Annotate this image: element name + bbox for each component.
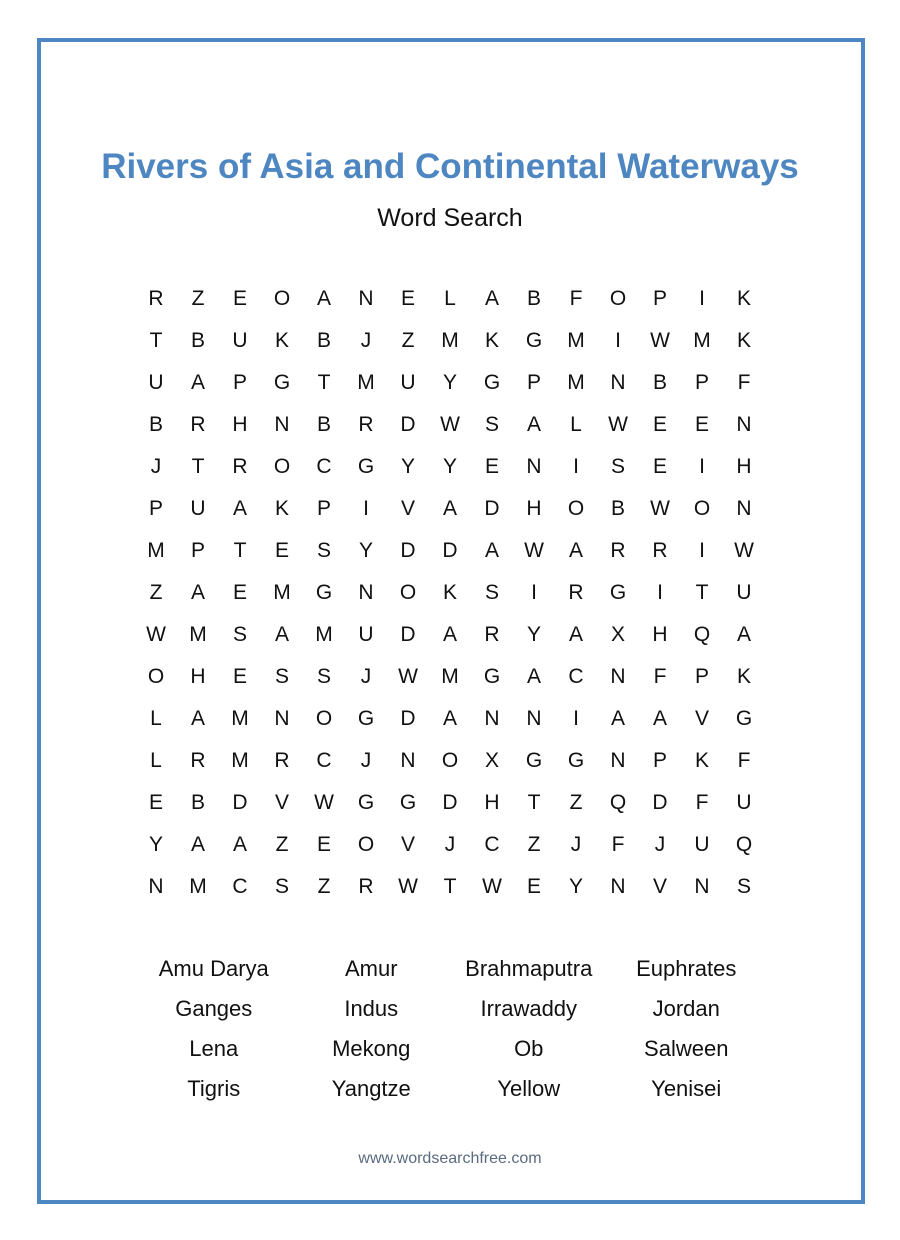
grid-letter: B: [316, 413, 331, 436]
grid-letter: S: [274, 665, 289, 688]
grid-letter: P: [148, 497, 163, 520]
grid-letter: G: [357, 455, 375, 478]
grid-letter: F: [737, 371, 751, 394]
grid-letter: T: [443, 875, 457, 898]
grid-letter: X: [484, 749, 499, 772]
grid-letter: W: [524, 539, 544, 562]
grid-letter: N: [736, 413, 752, 436]
letter-grid: [135, 278, 765, 908]
grid-letter: V: [274, 791, 289, 814]
grid-letter: G: [735, 707, 753, 730]
footer-url: www.wordsearchfree.com: [358, 1150, 542, 1167]
grid-letter: B: [190, 791, 205, 814]
grid-letter: G: [609, 581, 627, 604]
grid-letter: T: [191, 455, 205, 478]
grid-letter: A: [442, 497, 457, 520]
grid-letter: M: [231, 707, 249, 730]
grid-letter: Y: [526, 623, 541, 646]
grid-letter: Y: [442, 371, 457, 394]
word-item: Brahmaputra: [465, 956, 593, 981]
grid-letter: N: [274, 707, 290, 730]
grid-letter: O: [273, 455, 291, 478]
grid-letter: N: [610, 875, 626, 898]
grid-letter: O: [693, 497, 711, 520]
grid-letter: E: [274, 539, 289, 562]
grid-letter: G: [567, 749, 585, 772]
grid-letter: U: [736, 791, 752, 814]
grid-letter: F: [737, 749, 751, 772]
grid-letter: L: [570, 413, 582, 436]
grid-letter: J: [150, 455, 162, 478]
grid-letter: O: [273, 287, 291, 310]
page-title: Rivers of Asia and Continental Waterways: [101, 147, 799, 186]
grid-letter: Z: [569, 791, 583, 814]
grid-letter: G: [357, 707, 375, 730]
grid-letter: B: [652, 371, 667, 394]
word-item: Lena: [189, 1036, 239, 1061]
word-item: Amur: [344, 956, 398, 981]
grid-letter: E: [652, 413, 667, 436]
grid-letter: T: [317, 371, 331, 394]
grid-letter: O: [441, 749, 459, 772]
grid-letter: I: [573, 455, 579, 478]
grid-letter: O: [609, 287, 627, 310]
grid-letter: C: [316, 455, 332, 478]
grid-letter: Z: [275, 833, 289, 856]
page-subtitle: Word Search: [377, 204, 523, 232]
grid-letter: W: [650, 497, 670, 520]
grid-letter: G: [315, 581, 333, 604]
grid-letter: E: [526, 875, 541, 898]
grid-letter: I: [699, 287, 705, 310]
grid-letter: X: [610, 623, 625, 646]
grid-letter: B: [610, 497, 625, 520]
grid-letter: P: [526, 371, 541, 394]
grid-letter: P: [316, 497, 331, 520]
grid-letter: O: [399, 581, 417, 604]
grid-letter: D: [232, 791, 248, 814]
grid-letter: W: [398, 665, 418, 688]
grid-letter: U: [736, 581, 752, 604]
grid-letter: D: [652, 791, 668, 814]
grid-letter: P: [652, 749, 667, 772]
grid-letter: N: [358, 581, 374, 604]
grid-letter: S: [484, 413, 499, 436]
grid-letter: A: [526, 665, 541, 688]
word-item: Ganges: [175, 996, 253, 1021]
grid-letter: G: [273, 371, 291, 394]
grid-row: [135, 278, 765, 320]
grid-letter: G: [525, 329, 543, 352]
grid-letter: A: [316, 287, 331, 310]
grid-letter: Z: [317, 875, 331, 898]
grid-letter: N: [610, 665, 626, 688]
grid-letter: Y: [358, 539, 373, 562]
grid-letter: U: [400, 371, 416, 394]
grid-letter: C: [316, 749, 332, 772]
grid-row: [135, 530, 765, 572]
grid-letter: C: [568, 665, 584, 688]
grid-letter: D: [400, 413, 416, 436]
grid-letter: W: [314, 791, 334, 814]
grid-letter: E: [400, 287, 415, 310]
grid-letter: N: [484, 707, 500, 730]
grid-letter: R: [274, 749, 290, 772]
grid-letter: N: [694, 875, 710, 898]
grid-letter: P: [694, 371, 709, 394]
grid-letter: D: [400, 539, 416, 562]
grid-letter: A: [610, 707, 625, 730]
grid-letter: E: [232, 665, 247, 688]
grid-letter: E: [484, 455, 499, 478]
grid-letter: J: [360, 749, 372, 772]
grid-letter: D: [484, 497, 500, 520]
grid-letter: A: [484, 539, 499, 562]
grid-letter: Q: [693, 623, 711, 646]
grid-letter: D: [400, 623, 416, 646]
grid-letter: W: [146, 623, 166, 646]
grid-letter: R: [568, 581, 584, 604]
grid-letter: A: [484, 287, 499, 310]
grid-letter: T: [695, 581, 709, 604]
grid-letter: K: [736, 665, 751, 688]
grid-letter: R: [358, 875, 374, 898]
grid-letter: A: [652, 707, 667, 730]
grid-letter: L: [150, 707, 162, 730]
grid-row: [135, 656, 765, 698]
grid-letter: U: [358, 623, 374, 646]
grid-letter: F: [695, 791, 709, 814]
grid-letter: Z: [401, 329, 415, 352]
word-item: Yellow: [497, 1076, 561, 1101]
grid-letter: H: [526, 497, 542, 520]
grid-letter: P: [652, 287, 667, 310]
grid-letter: K: [694, 749, 709, 772]
word-item: Indus: [344, 996, 399, 1021]
grid-letter: E: [694, 413, 709, 436]
grid-letter: N: [274, 413, 290, 436]
grid-letter: A: [190, 581, 205, 604]
grid-letter: G: [483, 665, 501, 688]
grid-letter: Y: [148, 833, 163, 856]
grid-letter: F: [569, 287, 583, 310]
grid-letter: P: [190, 539, 205, 562]
grid-letter: M: [357, 371, 375, 394]
word-item: Ob: [514, 1036, 544, 1061]
grid-letter: A: [568, 623, 583, 646]
grid-letter: E: [652, 455, 667, 478]
grid-letter: J: [360, 665, 372, 688]
grid-row: [135, 404, 765, 446]
word-item: Yangtze: [331, 1076, 411, 1101]
grid-letter: E: [148, 791, 163, 814]
grid-letter: J: [570, 833, 582, 856]
grid-letter: P: [232, 371, 247, 394]
grid-letter: G: [483, 371, 501, 394]
grid-letter: M: [147, 539, 165, 562]
grid-letter: N: [526, 455, 542, 478]
grid-letter: S: [232, 623, 247, 646]
word-item: Salween: [644, 1036, 729, 1061]
grid-letter: Q: [609, 791, 627, 814]
grid-letter: G: [357, 791, 375, 814]
grid-letter: N: [400, 749, 416, 772]
word-item: Mekong: [332, 1036, 411, 1061]
grid-letter: M: [693, 329, 711, 352]
grid-letter: J: [444, 833, 456, 856]
grid-letter: S: [610, 455, 625, 478]
grid-letter: J: [360, 329, 372, 352]
grid-letter: R: [610, 539, 626, 562]
grid-letter: A: [190, 371, 205, 394]
grid-letter: R: [232, 455, 248, 478]
grid-letter: S: [316, 665, 331, 688]
grid-letter: K: [484, 329, 499, 352]
grid-letter: A: [526, 413, 541, 436]
grid-letter: K: [736, 329, 751, 352]
grid-letter: K: [442, 581, 457, 604]
grid-letter: O: [357, 833, 375, 856]
grid-letter: D: [442, 791, 458, 814]
grid-letter: I: [363, 497, 369, 520]
grid-row: [135, 782, 765, 824]
grid-letter: E: [232, 287, 247, 310]
grid-letter: N: [526, 707, 542, 730]
grid-row: [135, 320, 765, 362]
grid-letter: A: [232, 497, 247, 520]
grid-letter: Y: [442, 455, 457, 478]
grid-letter: M: [441, 665, 459, 688]
grid-letter: U: [694, 833, 710, 856]
grid-letter: W: [398, 875, 418, 898]
grid-letter: N: [148, 875, 164, 898]
word-item: Euphrates: [636, 956, 737, 981]
grid-letter: N: [736, 497, 752, 520]
grid-letter: M: [315, 623, 333, 646]
grid-letter: Z: [191, 287, 205, 310]
grid-letter: M: [441, 329, 459, 352]
grid-letter: I: [699, 455, 705, 478]
grid-letter: U: [190, 497, 206, 520]
grid-row: [135, 824, 765, 866]
grid-letter: S: [316, 539, 331, 562]
grid-letter: Z: [527, 833, 541, 856]
grid-letter: S: [484, 581, 499, 604]
grid-letter: B: [316, 329, 331, 352]
grid-letter: H: [736, 455, 752, 478]
grid-letter: I: [657, 581, 663, 604]
grid-letter: W: [608, 413, 628, 436]
grid-letter: O: [147, 665, 165, 688]
grid-letter: E: [232, 581, 247, 604]
grid-letter: G: [525, 749, 543, 772]
word-list: [135, 949, 765, 1109]
word-item: Tigris: [187, 1076, 241, 1101]
grid-letter: A: [274, 623, 289, 646]
grid-letter: W: [440, 413, 460, 436]
grid-letter: U: [148, 371, 164, 394]
grid-letter: S: [736, 875, 751, 898]
grid-letter: Y: [400, 455, 415, 478]
grid-row: [135, 614, 765, 656]
grid-letter: A: [190, 707, 205, 730]
grid-row: [135, 572, 765, 614]
grid-letter: T: [527, 791, 541, 814]
grid-letter: A: [736, 623, 751, 646]
grid-letter: H: [190, 665, 206, 688]
grid-letter: R: [484, 623, 500, 646]
grid-letter: O: [567, 497, 585, 520]
grid-letter: F: [653, 665, 667, 688]
grid-letter: M: [189, 623, 207, 646]
grid-letter: W: [650, 329, 670, 352]
grid-letter: M: [567, 329, 585, 352]
grid-letter: H: [484, 791, 500, 814]
grid-letter: Q: [735, 833, 753, 856]
word-item: Irrawaddy: [480, 996, 578, 1021]
grid-letter: C: [484, 833, 500, 856]
grid-letter: R: [190, 413, 206, 436]
grid-row: [135, 488, 765, 530]
grid-letter: I: [699, 539, 705, 562]
word-item: Yenisei: [651, 1076, 722, 1101]
grid-letter: O: [315, 707, 333, 730]
grid-letter: I: [531, 581, 537, 604]
grid-letter: A: [568, 539, 583, 562]
grid-letter: B: [148, 413, 163, 436]
grid-letter: T: [149, 329, 163, 352]
grid-row: [135, 446, 765, 488]
grid-letter: N: [610, 371, 626, 394]
grid-letter: D: [400, 707, 416, 730]
grid-letter: I: [615, 329, 621, 352]
grid-letter: W: [482, 875, 502, 898]
grid-row: [135, 866, 765, 908]
grid-letter: G: [399, 791, 417, 814]
grid-letter: V: [400, 497, 415, 520]
grid-letter: W: [734, 539, 754, 562]
grid-letter: L: [444, 287, 456, 310]
grid-letter: R: [358, 413, 374, 436]
grid-letter: A: [442, 707, 457, 730]
grid-letter: V: [694, 707, 709, 730]
word-item: Jordan: [652, 996, 720, 1021]
grid-letter: F: [611, 833, 625, 856]
grid-letter: K: [274, 329, 289, 352]
grid-letter: H: [232, 413, 248, 436]
grid-letter: N: [610, 749, 626, 772]
grid-letter: M: [231, 749, 249, 772]
grid-letter: K: [274, 497, 289, 520]
word-item: Amu Darya: [158, 956, 269, 981]
grid-letter: E: [316, 833, 331, 856]
grid-letter: B: [190, 329, 205, 352]
grid-row: [135, 698, 765, 740]
grid-letter: V: [652, 875, 667, 898]
grid-letter: A: [442, 623, 457, 646]
grid-letter: P: [694, 665, 709, 688]
grid-letter: M: [273, 581, 291, 604]
grid-letter: I: [573, 707, 579, 730]
grid-letter: N: [358, 287, 374, 310]
grid-letter: Z: [149, 581, 163, 604]
grid-row: [135, 740, 765, 782]
grid-letter: M: [567, 371, 585, 394]
grid-letter: M: [189, 875, 207, 898]
grid-letter: C: [232, 875, 248, 898]
grid-letter: K: [736, 287, 751, 310]
grid-letter: A: [190, 833, 205, 856]
grid-letter: Y: [568, 875, 583, 898]
grid-letter: U: [232, 329, 248, 352]
grid-letter: H: [652, 623, 668, 646]
grid-row: [135, 362, 765, 404]
grid-letter: A: [232, 833, 247, 856]
grid-letter: J: [654, 833, 666, 856]
grid-letter: T: [233, 539, 247, 562]
grid-letter: S: [274, 875, 289, 898]
grid-letter: R: [652, 539, 668, 562]
grid-letter: V: [400, 833, 415, 856]
grid-letter: B: [526, 287, 541, 310]
grid-letter: D: [442, 539, 458, 562]
grid-letter: R: [190, 749, 206, 772]
grid-letter: R: [148, 287, 164, 310]
grid-letter: L: [150, 749, 162, 772]
